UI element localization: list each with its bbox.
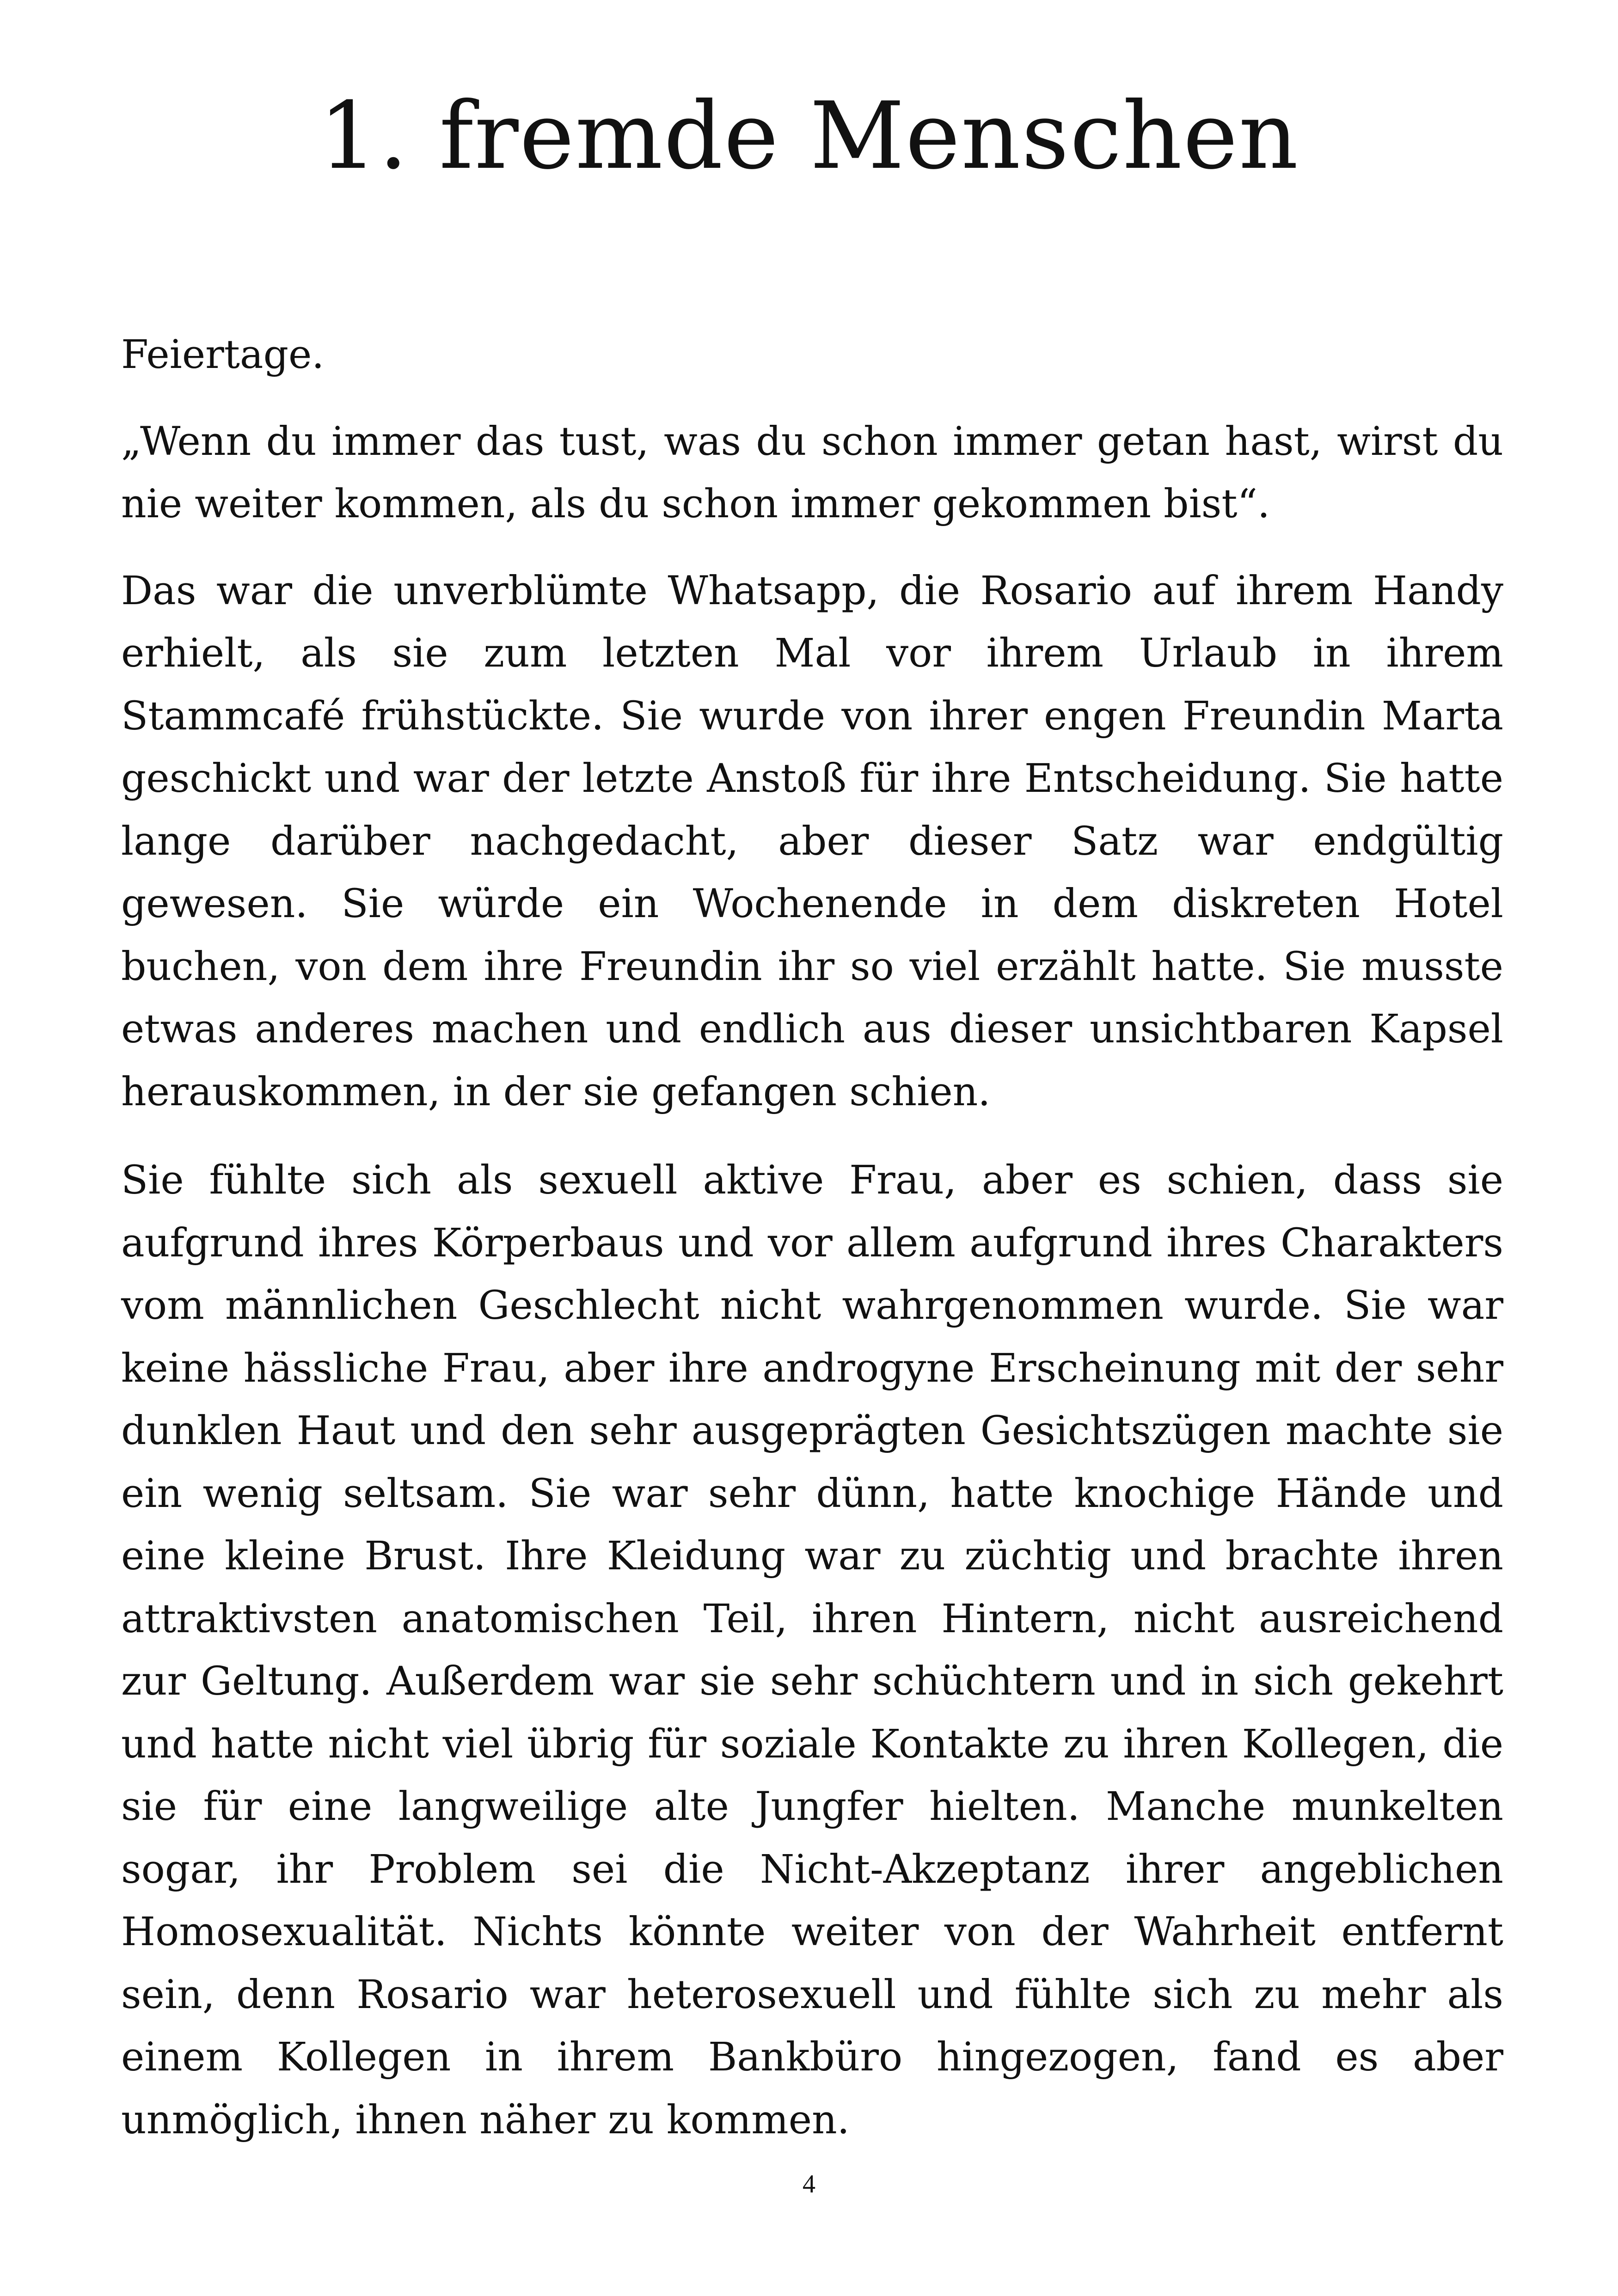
body-text	[121, 324, 1503, 2151]
chapter-title: 1. fremde Menschen	[319, 82, 1299, 190]
paragraph-intro: Feiertage.	[121, 332, 325, 378]
paragraph-whatsapp: Das war die unverblümte Whatsapp, die Rosario auf ihrem Handy erhielt, als sie zum letzten Mal vor ihrem Urlaub in ihrem Stammcafé frühstückte. Sie wurde von ihrer engen Freundin Marta geschickt und war der letzte Anstoß für ihre Entscheidung. Sie hatte lange darüber nachgedacht, aber dieser Satz war endgültig gewesen. Sie würde ein Wochenende in dem diskreten Hotel buchen, von dem ihre Freundin ihr so viel erzählt hatte. Sie musste etwas anderes machen und endlich aus dieser unsichtbaren Kapsel herauskommen, in der sie gefangen schien.	[121, 568, 1503, 1115]
page-number: 4	[803, 2170, 815, 2198]
paragraph-quote: „Wenn du immer das tust, was du schon immer getan hast, wirst du nie weiter kommen, als du schon immer gekommen bist“.	[121, 418, 1503, 527]
paragraph-rosario: Sie fühlte sich als sexuell aktive Frau, aber es schien, dass sie aufgrund ihres Körperbaus und vor allem aufgrund ihres Charakters vom männlichen Geschlecht nicht wahrgenommen wurde. Sie war keine hässliche Frau, aber ihre androgyne Erscheinung mit der sehr dunklen Haut und den sehr ausgeprägten Gesichtszügen machte sie ein wenig seltsam. Sie war sehr dünn, hatte knochige Hände und eine kleine Brust. Ihre Kleidung war zu züchtig und brachte ihren attraktivsten anatomischen Teil, ihren Hintern, nicht ausreichend zur Geltung. Außerdem war sie sehr schüchtern und in sich gekehrt und hatte nicht viel übrig für soziale Kontakte zu ihren Kollegen, die sie für eine langweilige alte Jungfer hielten. Manche munkelten sogar, ihr Problem sei die Nicht-Akzeptanz ihrer angeblichen Homosexualität. Nichts könnte weiter von der Wahrheit entfernt sein, denn Rosario war heterosexuell und fühlte sich zu mehr als einem Kollegen in ihrem Bankbüro hingezogen, fand es aber unmöglich, ihnen näher zu kommen.	[121, 1157, 1503, 2143]
